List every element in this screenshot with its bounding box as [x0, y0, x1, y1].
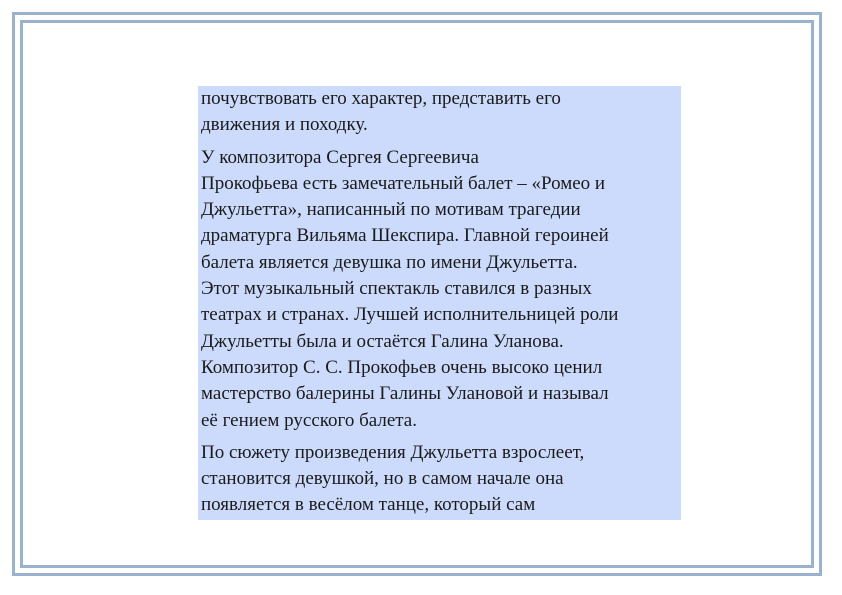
line: появляется в весёлом танце, который сам — [201, 494, 536, 516]
line: У композитора Сергея Сергеевича — [201, 146, 479, 168]
line: По сюжету произведения Джульетта взрослеет, — [201, 441, 585, 463]
line: Композитор С. С. Прокофьев очень высоко ценил — [201, 356, 603, 378]
line: её гением русского балета. — [201, 409, 417, 431]
line: балета является девушка по имени Джульетта. — [201, 251, 578, 273]
line: Прокофьева есть замечательный балет – «Ромео и — [201, 172, 606, 194]
text-block — [198, 86, 681, 520]
line: Этот музыкальный спектакль ставился в разных — [201, 278, 592, 300]
line: Джульетта», написанный по мотивам трагедии — [201, 199, 581, 221]
line: почувствовать его характер, представить его — [201, 88, 561, 109]
paragraph-2 — [201, 145, 677, 434]
line: Джульетты была и остаётся Галина Уланова. — [201, 330, 564, 352]
line: театрах и странах. Лучшей исполнительницей роли — [201, 304, 619, 326]
paragraph-3 — [201, 440, 677, 519]
line: мастерство балерины Галины Улановой и называл — [201, 383, 609, 405]
line: драматурга Вильяма Шекспира. Главной героиней — [201, 225, 609, 247]
paragraph-1 — [201, 86, 677, 139]
line: движения и походку. — [201, 114, 368, 136]
line: становится девушкой, но в самом начале она — [201, 468, 564, 490]
